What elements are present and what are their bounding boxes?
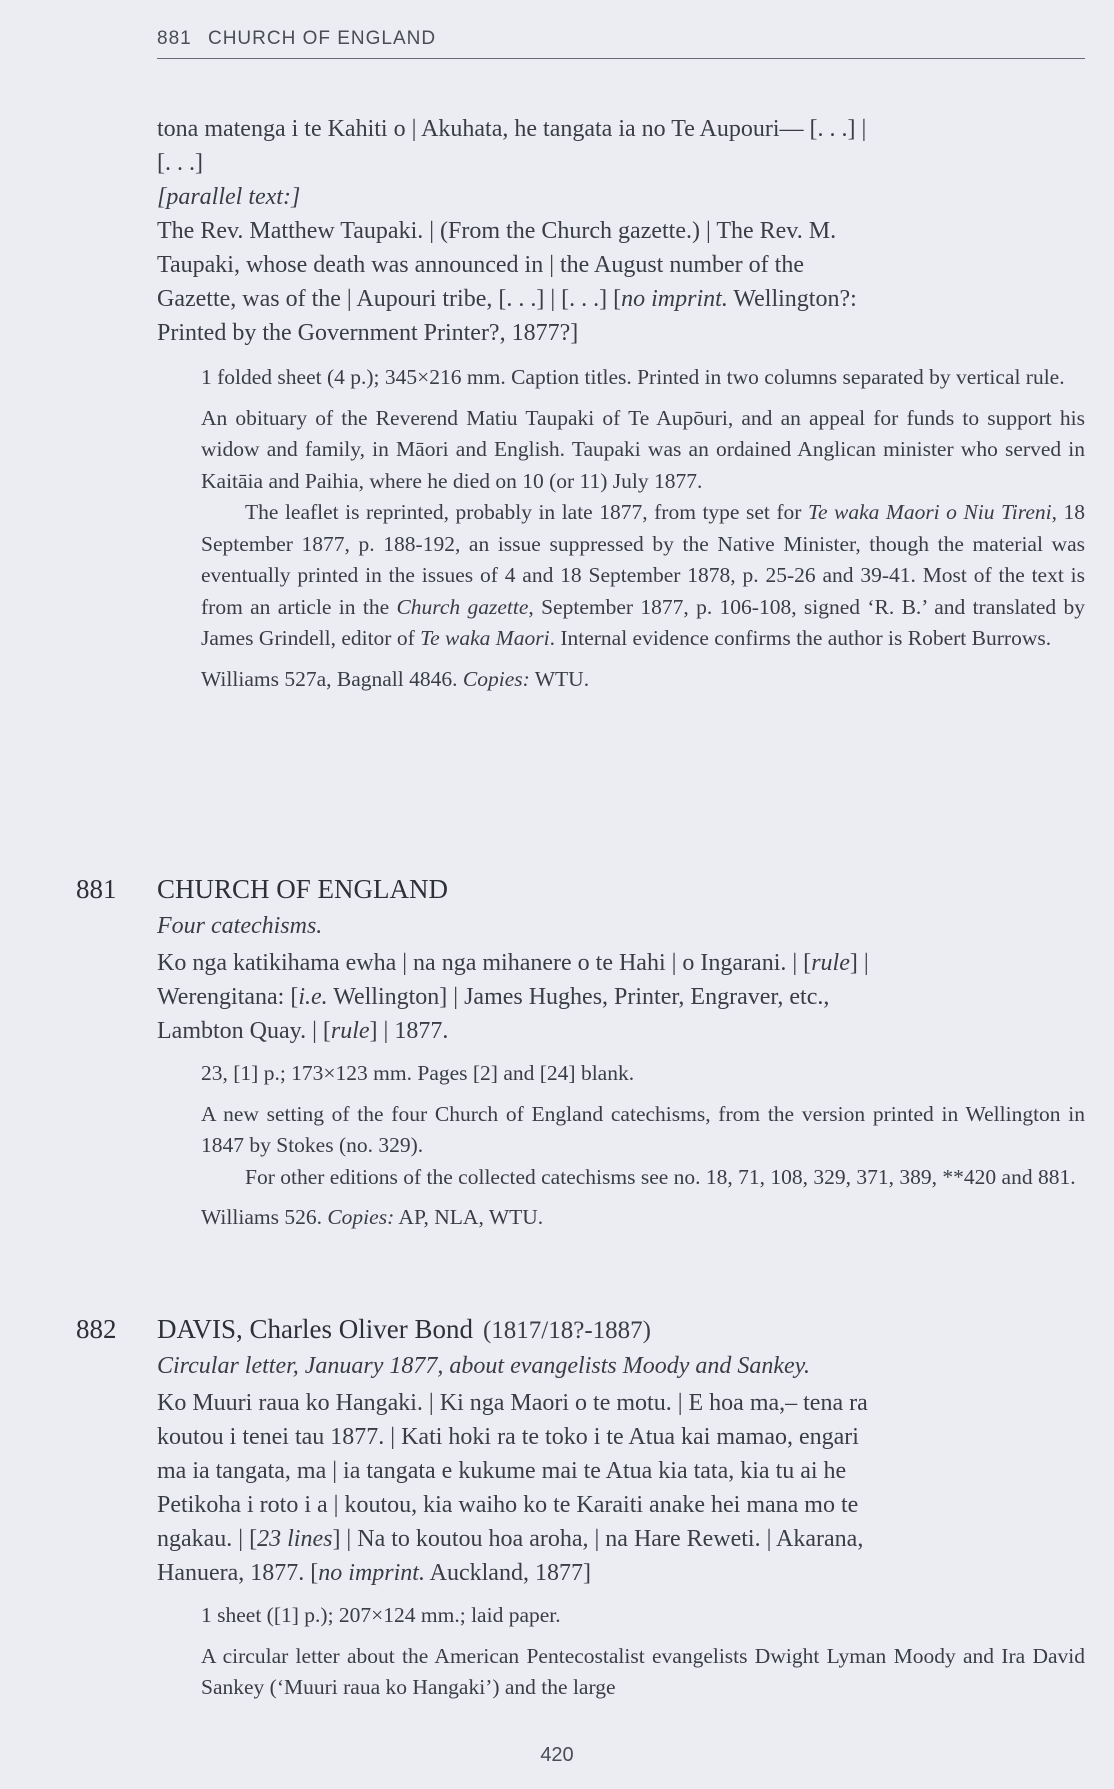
entry-number: 882 bbox=[76, 1314, 117, 1344]
references bbox=[201, 1202, 1085, 1234]
title-transcription bbox=[157, 946, 1085, 1048]
italic-fragment: Church gazette bbox=[396, 594, 529, 619]
copies-value: WTU. bbox=[529, 666, 590, 691]
references bbox=[201, 664, 1085, 696]
note-paragraph: For other editions of the collected catechisms see no. 18, 71, 108, 329, 371, 389, **420 and 881. bbox=[245, 1164, 1076, 1189]
entry-title: Circular letter, January 1877, about evangelists Moody and Sankey. bbox=[157, 1353, 811, 1379]
note-paragraph bbox=[201, 497, 1085, 655]
title-transcription bbox=[157, 1386, 1085, 1590]
text-fragment: Hanuera, 1877. [ bbox=[157, 1560, 319, 1586]
text-fragment: Werengitana: [ bbox=[157, 984, 299, 1010]
refs-text: Williams 527a, Bagnall 4846. bbox=[201, 666, 458, 691]
text-fragment: Wellington?: bbox=[727, 286, 857, 312]
collation: 1 folded sheet (4 p.); 345×216 mm. Caption titles. Printed in two columns separated by vertical rule. bbox=[201, 365, 1065, 389]
text-line: [. . .] bbox=[157, 150, 203, 176]
italic-fragment: 23 lines bbox=[257, 1526, 333, 1552]
entry-notes bbox=[201, 1600, 1085, 1704]
text-fragment: ] | Na to koutou hoa aroha, | na Hare Reweti. | Akarana, bbox=[332, 1526, 864, 1552]
text-fragment: ngakau. | [ bbox=[157, 1526, 258, 1552]
entry-notes bbox=[201, 1058, 1085, 1234]
text-line: ma ia tangata, ma | ia tangata e kukume mai te Atua kia tata, kia tu ai he bbox=[157, 1458, 847, 1484]
entry-number: 881 bbox=[76, 874, 117, 904]
italic-fragment: Te waka Maori bbox=[420, 626, 550, 650]
text-fragment: Lambton Quay. | [ bbox=[157, 1018, 331, 1044]
text-fragment: . Internal evidence confirms the author is Robert Burrows. bbox=[549, 626, 1052, 650]
refs-text: Williams 526. bbox=[201, 1205, 322, 1229]
copies-label: Copies: bbox=[462, 666, 530, 691]
text-line bbox=[157, 1522, 1085, 1556]
text-fragment: Wellington] | James Hughes, Printer, Engraver, etc., bbox=[327, 984, 830, 1010]
entry-heading-name: DAVIS, Charles Oliver Bond bbox=[157, 1314, 473, 1344]
entry-title: Four catechisms. bbox=[157, 913, 323, 939]
parallel-text-label: [parallel text:] bbox=[157, 184, 301, 210]
text-line: Printed by the Government Printer?, 1877?] bbox=[157, 320, 579, 346]
collation: 23, [1] p.; 173×123 mm. Pages [2] and [24] blank. bbox=[201, 1061, 635, 1085]
text-fragment: Ko nga katikihama ewha | na nga mihanere o te Hahi | o Ingarani. | [ bbox=[157, 950, 812, 976]
collation: 1 sheet ([1] p.); 207×124 mm.; laid paper. bbox=[201, 1603, 561, 1627]
prev-entry-notes bbox=[201, 362, 1085, 695]
entry-heading bbox=[157, 1312, 651, 1348]
prev-entry-title-transcription bbox=[157, 112, 1085, 350]
text-line bbox=[157, 282, 1085, 316]
text-line bbox=[157, 1014, 1085, 1048]
text-line bbox=[157, 980, 1085, 1014]
text-line: tona matenga i te Kahiti o | Akuhata, he tangata ia no Te Aupouri— [. . .] | bbox=[157, 116, 867, 142]
copies-value: AP, NLA, WTU. bbox=[394, 1205, 544, 1229]
running-head-title: CHURCH OF ENGLAND bbox=[207, 28, 437, 49]
entry-heading-dates: (1817/18?-1887) bbox=[482, 1317, 652, 1344]
italic-fragment: rule bbox=[811, 950, 850, 976]
text-fragment: , September 1877, p. 106-108, signed ‘R. B.’ and translated by James Grindell, editor of bbox=[201, 594, 1085, 650]
text-line: Taupaki, whose death was announced in | the August number of the bbox=[157, 252, 804, 278]
text-fragment: ] | 1877. bbox=[369, 1018, 449, 1044]
text-line: Ko Muuri raua ko Hangaki. | Ki nga Maori o te motu. | E hoa ma,– tena ra bbox=[157, 1390, 868, 1416]
running-head-number: 881 bbox=[157, 28, 192, 49]
italic-fragment: i.e. bbox=[298, 984, 328, 1010]
text-line bbox=[157, 946, 1085, 980]
text-line: Petikoha i roto i a | koutou, kia waiho ko te Karaiti anake hei mana mo te bbox=[157, 1492, 859, 1518]
italic-fragment: no imprint. bbox=[318, 1560, 425, 1586]
text-fragment: The leaflet is reprinted, probably in late 1877, from type set for bbox=[245, 500, 808, 524]
note-paragraph: A new setting of the four Church of England catechisms, from the version printed in Wellington in 1847 by Stokes (no. 329). bbox=[201, 1101, 1085, 1157]
text-fragment: Auckland, 1877] bbox=[424, 1560, 591, 1586]
italic-fragment: no imprint. bbox=[621, 286, 728, 312]
italic-fragment: rule bbox=[330, 1018, 370, 1044]
note-paragraph: An obituary of the Reverend Matiu Taupaki of Te Aupōuri, and an appeal for funds to support his widow and family, in Māori and English. Taupaki was an ordained Anglican minister who served in Kaitāia and Paihia, where he died on 10 (or 11) July 1877. bbox=[201, 405, 1085, 493]
copies-label: Copies: bbox=[327, 1205, 395, 1229]
text-fragment: ] | bbox=[849, 950, 869, 976]
page-number: 420 bbox=[540, 1744, 574, 1766]
text-line: The Rev. Matthew Taupaki. | (From the Church gazette.) | The Rev. M. bbox=[157, 218, 837, 244]
running-head bbox=[157, 28, 1085, 59]
text-line bbox=[157, 1556, 1085, 1590]
text-fragment: Gazette, was of the | Aupouri tribe, [. . .] | [. . .] [ bbox=[157, 286, 622, 312]
text-line: koutou i tenei tau 1877. | Kati hoki ra te toko i te Atua kai mamao, engari bbox=[157, 1424, 859, 1450]
entry-heading: CHURCH OF ENGLAND bbox=[157, 874, 449, 904]
text-fragment: , 18 September 1877, p. 188-192, an issue suppressed by the Native Minister, though the material was eventually printed in the issues of 4 and 18 September 1878, p. 25-26 and 39-41. Most of the text is from an article in the bbox=[201, 500, 1085, 619]
italic-fragment: Te waka Maori o Niu Tireni bbox=[807, 500, 1052, 524]
note-paragraph: A circular letter about the American Pentecostalist evangelists Dwight Lyman Moody and Ira David Sankey (‘Muuri raua ko Hangaki’) and the large bbox=[201, 1643, 1085, 1699]
